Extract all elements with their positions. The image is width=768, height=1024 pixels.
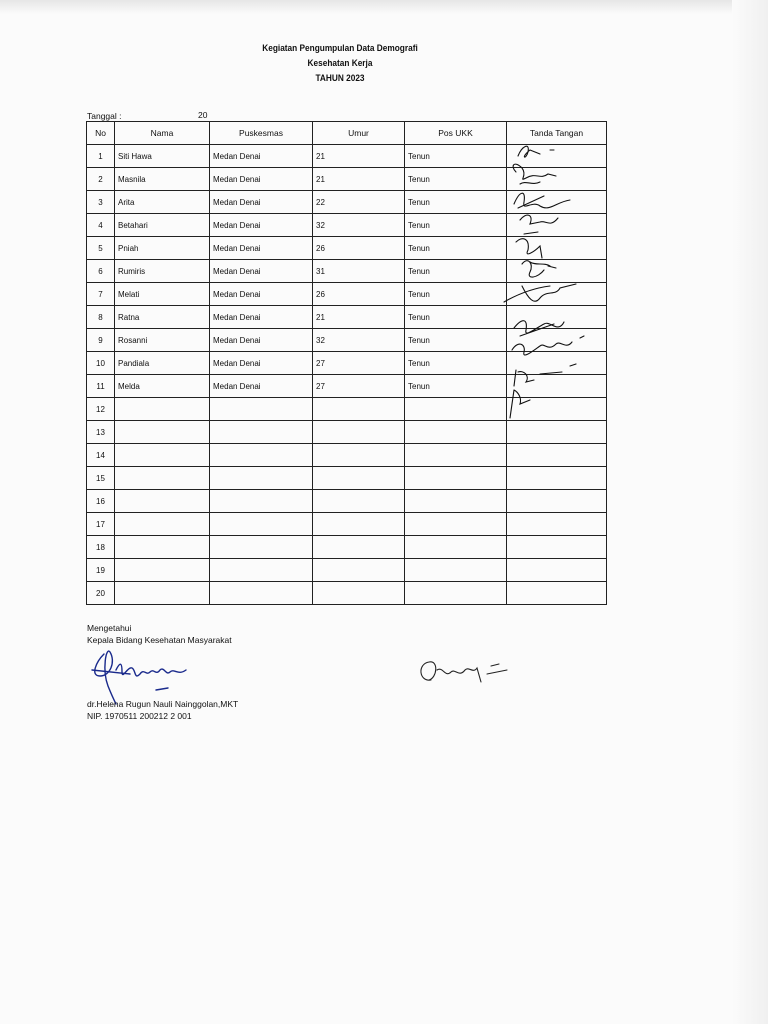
cell-nama: [115, 444, 210, 467]
cell-nama: Arita: [115, 191, 210, 214]
header-nama: Nama: [115, 122, 210, 145]
signature-7: [504, 284, 576, 302]
cell-umur: 21: [313, 145, 405, 168]
cell-puskesmas: [210, 421, 313, 444]
cell-no: 4: [87, 214, 115, 237]
cell-pos-ukk: [405, 559, 507, 582]
header-umur: Umur: [313, 122, 405, 145]
table-row: [87, 536, 607, 559]
cell-no: 2: [87, 168, 115, 191]
title-line-3: TAHUN 2023: [315, 73, 365, 83]
cell-nama: Rumiris: [115, 260, 210, 283]
cell-umur: 26: [313, 237, 405, 260]
date-label: Tanggal :: [87, 111, 122, 121]
cell-puskesmas: [210, 582, 313, 605]
cell-nama: [115, 536, 210, 559]
cell-pos-ukk: Tenun: [405, 375, 507, 398]
cell-tanda-tangan: [507, 536, 607, 559]
cell-no: 6: [87, 260, 115, 283]
cell-pos-ukk: Tenun: [405, 168, 507, 191]
signature-9: [512, 336, 584, 355]
cell-puskesmas: [210, 559, 313, 582]
cell-pos-ukk: Tenun: [405, 329, 507, 352]
cell-nama: Pandiala: [115, 352, 210, 375]
cell-puskesmas: Medan Denai: [210, 145, 313, 168]
cell-tanda-tangan: [507, 490, 607, 513]
cell-umur: [313, 398, 405, 421]
signature-6: [522, 261, 556, 277]
cell-no: 17: [87, 513, 115, 536]
table-row: [87, 467, 607, 490]
date-day: 20: [198, 110, 208, 120]
cell-tanda-tangan: [507, 444, 607, 467]
cell-no: 20: [87, 582, 115, 605]
document-title: [211, 41, 469, 86]
cell-pos-ukk: Tenun: [405, 283, 507, 306]
cell-puskesmas: Medan Denai: [210, 306, 313, 329]
cell-puskesmas: Medan Denai: [210, 168, 313, 191]
cell-nama: Betahari: [115, 214, 210, 237]
cell-no: 11: [87, 375, 115, 398]
footer-acknowledged: Mengetahui: [87, 623, 132, 633]
cell-umur: 26: [313, 283, 405, 306]
header-tanda-tangan: Tanda Tangan: [507, 122, 607, 145]
cell-pos-ukk: Tenun: [405, 260, 507, 283]
cell-nama: [115, 490, 210, 513]
cell-umur: [313, 444, 405, 467]
cell-pos-ukk: Tenun: [405, 145, 507, 168]
cell-no: 16: [87, 490, 115, 513]
cell-no: 7: [87, 283, 115, 306]
cell-no: 12: [87, 398, 115, 421]
signature-2: [513, 164, 556, 184]
cell-nama: Melda: [115, 375, 210, 398]
signature-1: [518, 146, 554, 157]
cell-puskesmas: Medan Denai: [210, 260, 313, 283]
cell-no: 13: [87, 421, 115, 444]
cell-nama: Siti Hawa: [115, 145, 210, 168]
cell-pos-ukk: Tenun: [405, 191, 507, 214]
cell-umur: 27: [313, 375, 405, 398]
cell-pos-ukk: [405, 513, 507, 536]
table-row: [87, 490, 607, 513]
cell-umur: [313, 582, 405, 605]
signature-4: [520, 215, 558, 234]
cell-tanda-tangan: [507, 582, 607, 605]
secondary-signature: [415, 652, 515, 692]
cell-pos-ukk: Tenun: [405, 237, 507, 260]
cell-puskesmas: [210, 536, 313, 559]
cell-nama: [115, 559, 210, 582]
cell-puskesmas: [210, 398, 313, 421]
cell-umur: 32: [313, 329, 405, 352]
cell-tanda-tangan: [507, 513, 607, 536]
cell-puskesmas: [210, 490, 313, 513]
signature-11: [510, 390, 530, 418]
page-right-shadow: [732, 0, 768, 1024]
cell-tanda-tangan: [507, 467, 607, 490]
cell-umur: 21: [313, 306, 405, 329]
table-row: [87, 444, 607, 467]
cell-pos-ukk: [405, 536, 507, 559]
cell-pos-ukk: [405, 421, 507, 444]
header-no: No: [87, 122, 115, 145]
title-line-2: Kesehatan Kerja: [307, 58, 373, 68]
cell-pos-ukk: Tenun: [405, 306, 507, 329]
cell-pos-ukk: [405, 444, 507, 467]
signature-8: [514, 321, 564, 336]
title-line-1: Kegiatan Pengumpulan Data Demografi: [262, 43, 418, 53]
cell-no: 18: [87, 536, 115, 559]
cell-puskesmas: Medan Denai: [210, 237, 313, 260]
cell-puskesmas: Medan Denai: [210, 283, 313, 306]
official-name: dr.Helena Rugun Nauli Nainggolan,MKT: [87, 699, 239, 709]
cell-pos-ukk: [405, 467, 507, 490]
cell-no: 15: [87, 467, 115, 490]
signature-5: [516, 239, 550, 266]
cell-umur: [313, 536, 405, 559]
cell-umur: [313, 513, 405, 536]
cell-nama: [115, 398, 210, 421]
cell-puskesmas: [210, 444, 313, 467]
cell-umur: 22: [313, 191, 405, 214]
cell-pos-ukk: Tenun: [405, 214, 507, 237]
cell-pos-ukk: [405, 398, 507, 421]
page-top-shadow: [0, 0, 768, 14]
cell-nama: Ratna: [115, 306, 210, 329]
cell-puskesmas: Medan Denai: [210, 375, 313, 398]
cell-pos-ukk: [405, 582, 507, 605]
cell-umur: 21: [313, 168, 405, 191]
official-name-block: [87, 698, 238, 722]
cell-no: 9: [87, 329, 115, 352]
cell-puskesmas: [210, 467, 313, 490]
cell-nama: [115, 467, 210, 490]
cell-no: 5: [87, 237, 115, 260]
footer-position: Kepala Bidang Kesehatan Masyarakat: [87, 635, 232, 645]
cell-puskesmas: Medan Denai: [210, 191, 313, 214]
cell-umur: [313, 421, 405, 444]
cell-no: 10: [87, 352, 115, 375]
cell-puskesmas: Medan Denai: [210, 329, 313, 352]
cell-umur: 32: [313, 214, 405, 237]
cell-nama: Rosanni: [115, 329, 210, 352]
cell-umur: [313, 559, 405, 582]
cell-tanda-tangan: [507, 559, 607, 582]
cell-nama: [115, 513, 210, 536]
cell-umur: [313, 467, 405, 490]
cell-no: 19: [87, 559, 115, 582]
cell-umur: [313, 490, 405, 513]
signature-10: [514, 364, 576, 386]
participant-signatures: [500, 138, 600, 428]
cell-puskesmas: [210, 513, 313, 536]
cell-no: 1: [87, 145, 115, 168]
cell-nama: Melati: [115, 283, 210, 306]
cell-pos-ukk: Tenun: [405, 352, 507, 375]
cell-pos-ukk: [405, 490, 507, 513]
cell-no: 3: [87, 191, 115, 214]
signature-3: [514, 193, 570, 208]
cell-nama: [115, 582, 210, 605]
cell-puskesmas: Medan Denai: [210, 352, 313, 375]
cell-no: 14: [87, 444, 115, 467]
official-nip: NIP. 1970511 200212 2 001: [87, 711, 192, 721]
table-row: [87, 559, 607, 582]
cell-puskesmas: Medan Denai: [210, 214, 313, 237]
cell-nama: Pniah: [115, 237, 210, 260]
table-row: [87, 582, 607, 605]
header-pos-ukk: Pos UKK: [405, 122, 507, 145]
table-row: [87, 513, 607, 536]
cell-no: 8: [87, 306, 115, 329]
cell-nama: Masnila: [115, 168, 210, 191]
cell-umur: 31: [313, 260, 405, 283]
header-puskesmas: Puskesmas: [210, 122, 313, 145]
cell-nama: [115, 421, 210, 444]
cell-umur: 27: [313, 352, 405, 375]
